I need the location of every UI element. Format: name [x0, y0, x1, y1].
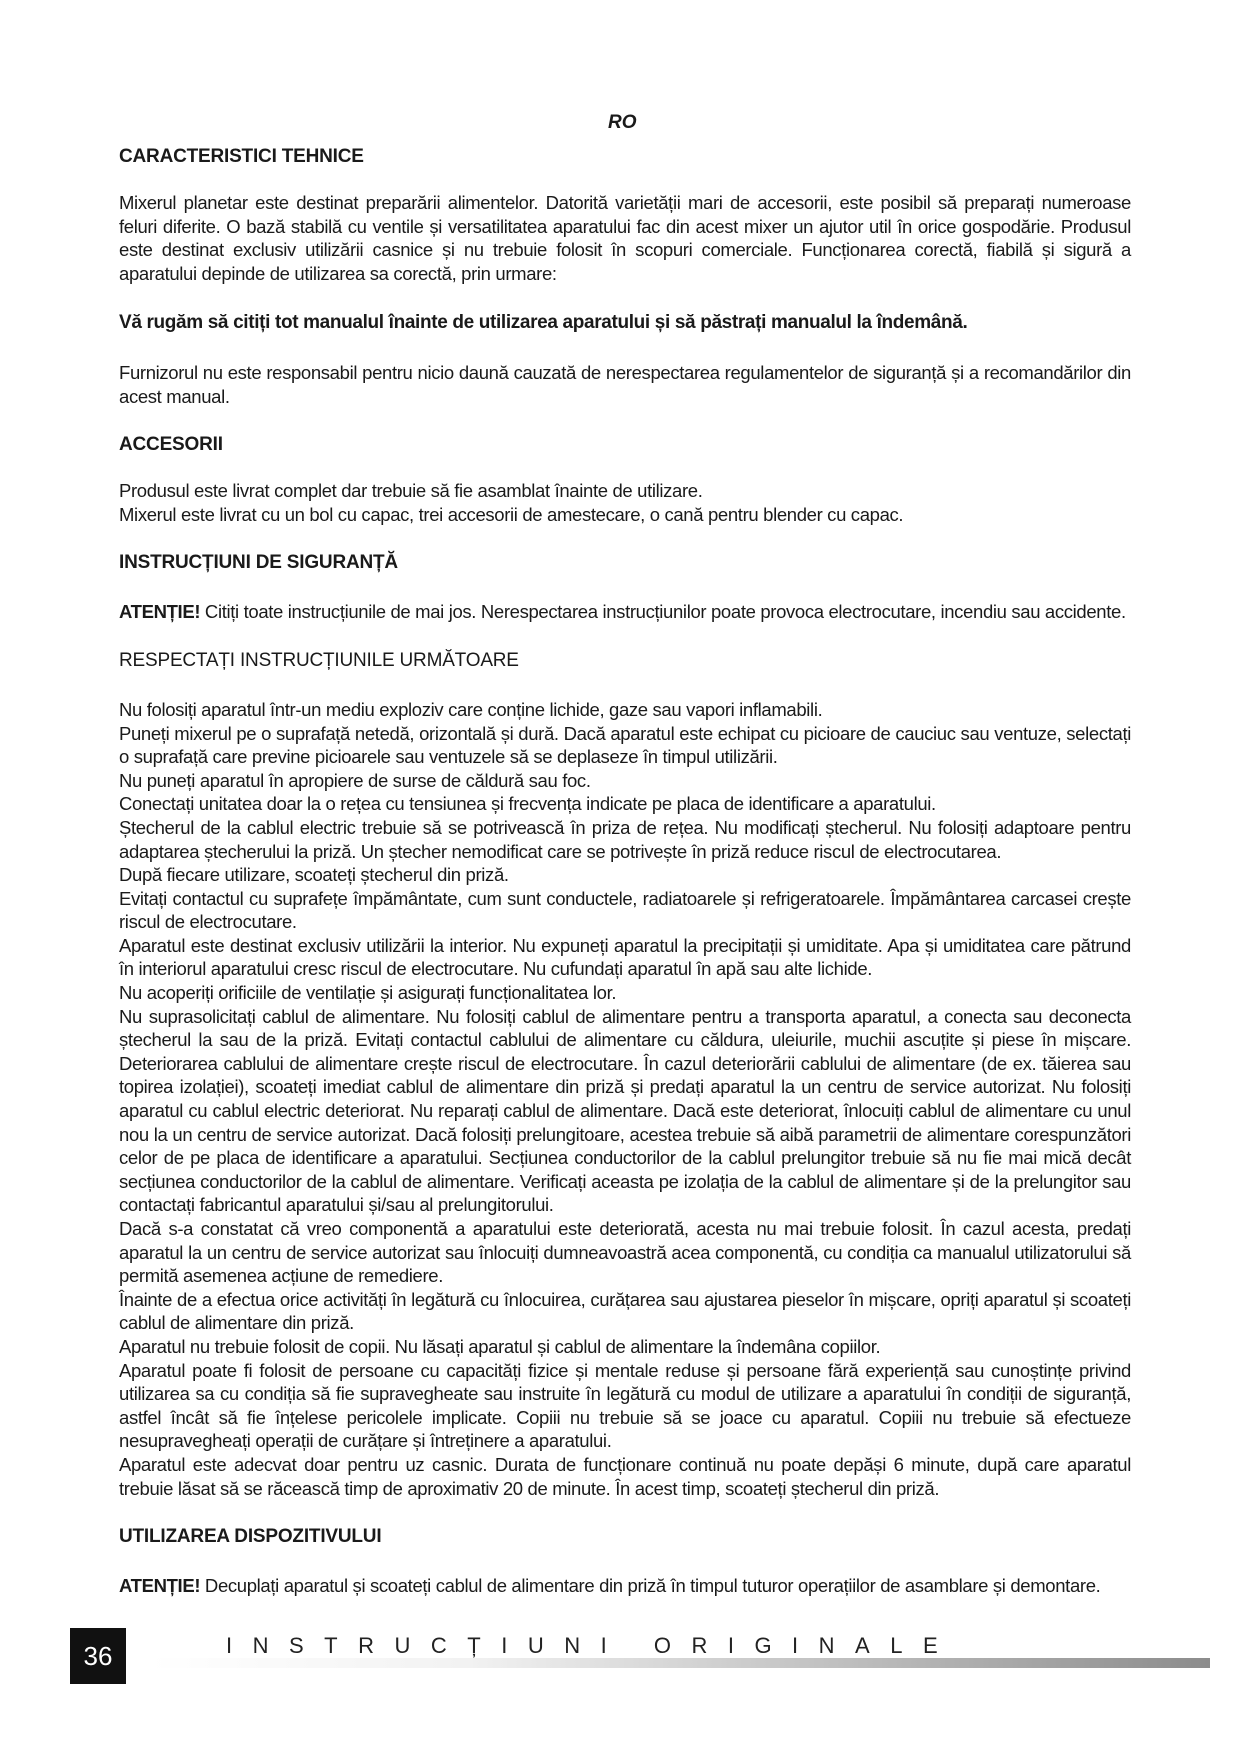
accessories-heading: ACCESORII — [119, 434, 223, 456]
safety-instructions-list — [119, 698, 1131, 1500]
footer-gradient-bar — [150, 1658, 1210, 1668]
safety-item: Aparatul este adecvat doar pentru uz casnic. Durata de funcționare continuă nu poate depăși 6 minute, după care aparatul trebuie lăsat să se răcească timp de aproximativ 20 de minute. În acest timp, scoateți ștecherul din priză. — [119, 1453, 1131, 1499]
safety-item: Conectați unitatea doar la o rețea cu tensiunea și frecvența indicate pe placa de identificare a aparatului. — [119, 793, 936, 815]
follow-instructions-subheading: RESPECTAȚI INSTRUCȚIUNILE URMĂTOARE — [119, 649, 519, 671]
usage-warning — [119, 1574, 1131, 1598]
tech-heading: CARACTERISTICI TEHNICE — [119, 146, 364, 167]
read-manual-note: Vă rugăm să citiți tot manualul înainte de utilizarea aparatului și să păstrați manualul la îndemână. — [119, 312, 968, 334]
safety-item: Evitați contactul cu suprafețe împământate, cum sunt conductele, radiatoarele și refrigeratoarele. Împământarea carcasei crește riscul de electrocutare. — [119, 887, 1131, 933]
language-code: RO — [608, 112, 637, 133]
footer-title: INSTRUCȚIUNI ORIGINALE — [226, 1633, 959, 1658]
tech-paragraph: Mixerul planetar este destinat preparării alimentelor. Datorită varietății mari de accesorii, este posibil să preparați numeroase feluri diferite. O bază stabilă cu ventile și versatilitatea aparatului fac din acest mixer un ajutor util în orice gospodărie. Produsul este destinat exclusiv utilizării casnice și nu trebuie folosit în scopuri comerciale. Funcționarea corectă, fiabilă și sigură a aparatului depinde de utilizarea sa corectă, prin urmare: — [119, 192, 1131, 284]
accessories-line: Produsul este livrat complet dar trebuie să fie asamblat înainte de utilizare. — [119, 480, 703, 502]
warning-text: Decuplați aparatul și scoateți cablul de alimentare din priză în timpul tuturor operațiilor de asamblare și demontare. — [200, 1575, 1101, 1597]
safety-item: Aparatul nu trebuie folosit de copii. Nu lăsați aparatul și cablul de alimentare la îndemâna copiilor. — [119, 1335, 881, 1357]
safety-item: Nu puneți aparatul în apropiere de surse de căldură sau foc. — [119, 769, 591, 791]
safety-heading: INSTRUCȚIUNI DE SIGURANȚĂ — [119, 552, 398, 574]
safety-item: Aparatul poate fi folosit de persoane cu capacități fizice și mentale reduse și persoane fără experiență sau cunoștințe privind utilizarea sa cu condiția să fie supravegheate sau instruite în legătură cu modul de utilizare a aparatului în condiții de siguranță, astfel încât să fie înțelese pericolele implicate. Copiii nu trebuie să se joace cu aparatul. Copiii nu trebuie să efectueze nesupravegheați operații de curățare și întreținere a aparatului. — [119, 1359, 1131, 1452]
page-number: 36 — [70, 1628, 126, 1684]
usage-heading: UTILIZAREA DISPOZITIVULUI — [119, 1526, 382, 1548]
warning-label: ATENȚIE! — [119, 1575, 201, 1597]
safety-warning — [119, 600, 1131, 624]
safety-item: După fiecare utilizare, scoateți ștecherul din priză. — [119, 864, 509, 886]
liability-paragraph: Furnizorul nu este responsabil pentru nicio daună cauzată de nerespectarea regulamentelor de siguranță și a recomandărilor din acest manual. — [119, 361, 1131, 407]
page-content — [119, 146, 1131, 1598]
safety-item: Puneți mixerul pe o suprafață netedă, orizontală și dură. Dacă aparatul este echipat cu picioare de cauciuc sau ventuze, selectați o suprafață care previne picioarele sau ventuzele să se deplaseze în timpul utilizării. — [119, 722, 1131, 768]
safety-item: Dacă s-a constatat că vreo componentă a aparatului este deteriorată, acesta nu mai trebuie folosit. În cazul acesta, predați aparatul la un centru de service autorizat sau înlocuiți dumneavoastră acea componentă, cu condiția ca manualul utilizatorului să permită asemenea acțiune de remediere. — [119, 1218, 1131, 1287]
safety-item: Nu acoperiți orificiile de ventilație și asigurați funcționalitatea lor. — [119, 982, 617, 1004]
safety-item: Înainte de a efectua orice activități în legătură cu înlocuirea, curățarea sau ajustarea pieselor în mișcare, opriți aparatul și scoateți cablul de alimentare din priză. — [119, 1288, 1131, 1334]
safety-item: Aparatul este destinat exclusiv utilizării la interior. Nu expuneți aparatul la precipitații și umiditate. Apa și umiditatea care pătrund în interiorul aparatului cresc riscul de electrocutare. Nu cufundați aparatul în apă sau alte lichide. — [119, 934, 1131, 980]
safety-item: Nu folosiți aparatul într-un mediu exploziv care conține lichide, gaze sau vapori inflamabili. — [119, 698, 823, 720]
safety-item: Nu suprasolicitați cablul de alimentare. Nu folosiți cablul de alimentare pentru a transporta aparatul, a conecta sau deconecta ștecherul la sau de la priză. Evitați contactul cablului de alimentare cu căldura, uleiurile, muchii ascuțite și piese în mișcare. Deteriorarea cablului de alimentare crește riscul de electrocutare. În cazul deteriorării cablului de alimentare (de ex. tăierea sau topirea izolației), scoateți imediat cablul de alimentare din priză și predați aparatul la un centru de service autorizat. Nu folosiți aparatul cu cablul electric deteriorat. Nu reparați cablul de alimentare. Dacă este deteriorat, înlocuiți cablul de alimentare cu unul nou la un centru de service autorizat. Dacă folosiți prelungitoare, acestea trebuie să aibă parametrii de alimentare corespunzători celor de pe placa de identificare a aparatului. Secțiunea conductorilor de la cablul prelungitor trebuie să nu fie mai mică decât secțiunea conductorilor de la cablul de alimentare. Verificați aceasta pe izolația de la cablul de alimentare și de la prelungitor sau contactați fabricantul aparatului și/sau al prelungitorului. — [119, 1005, 1131, 1216]
safety-item: Ștecherul de la cablul electric trebuie să se potrivească în priza de rețea. Nu modificați ștecherul. Nu folosiți adaptoare pentru adaptarea ștecherului la priză. Un ștecher nemodificat care se potrivește în priză reduce riscul de electrocutarea. — [119, 816, 1131, 862]
accessories-line: Mixerul este livrat cu un bol cu capac, trei accesorii de amestecare, o cană pentru blender cu capac. — [119, 503, 904, 525]
warning-text: Citiți toate instrucțiunile de mai jos. Nerespectarea instrucțiunilor poate provoca electrocutare, incendiu sau accidente. — [200, 601, 1126, 623]
warning-label: ATENȚIE! — [119, 601, 201, 623]
accessories-paragraph — [119, 479, 1131, 526]
